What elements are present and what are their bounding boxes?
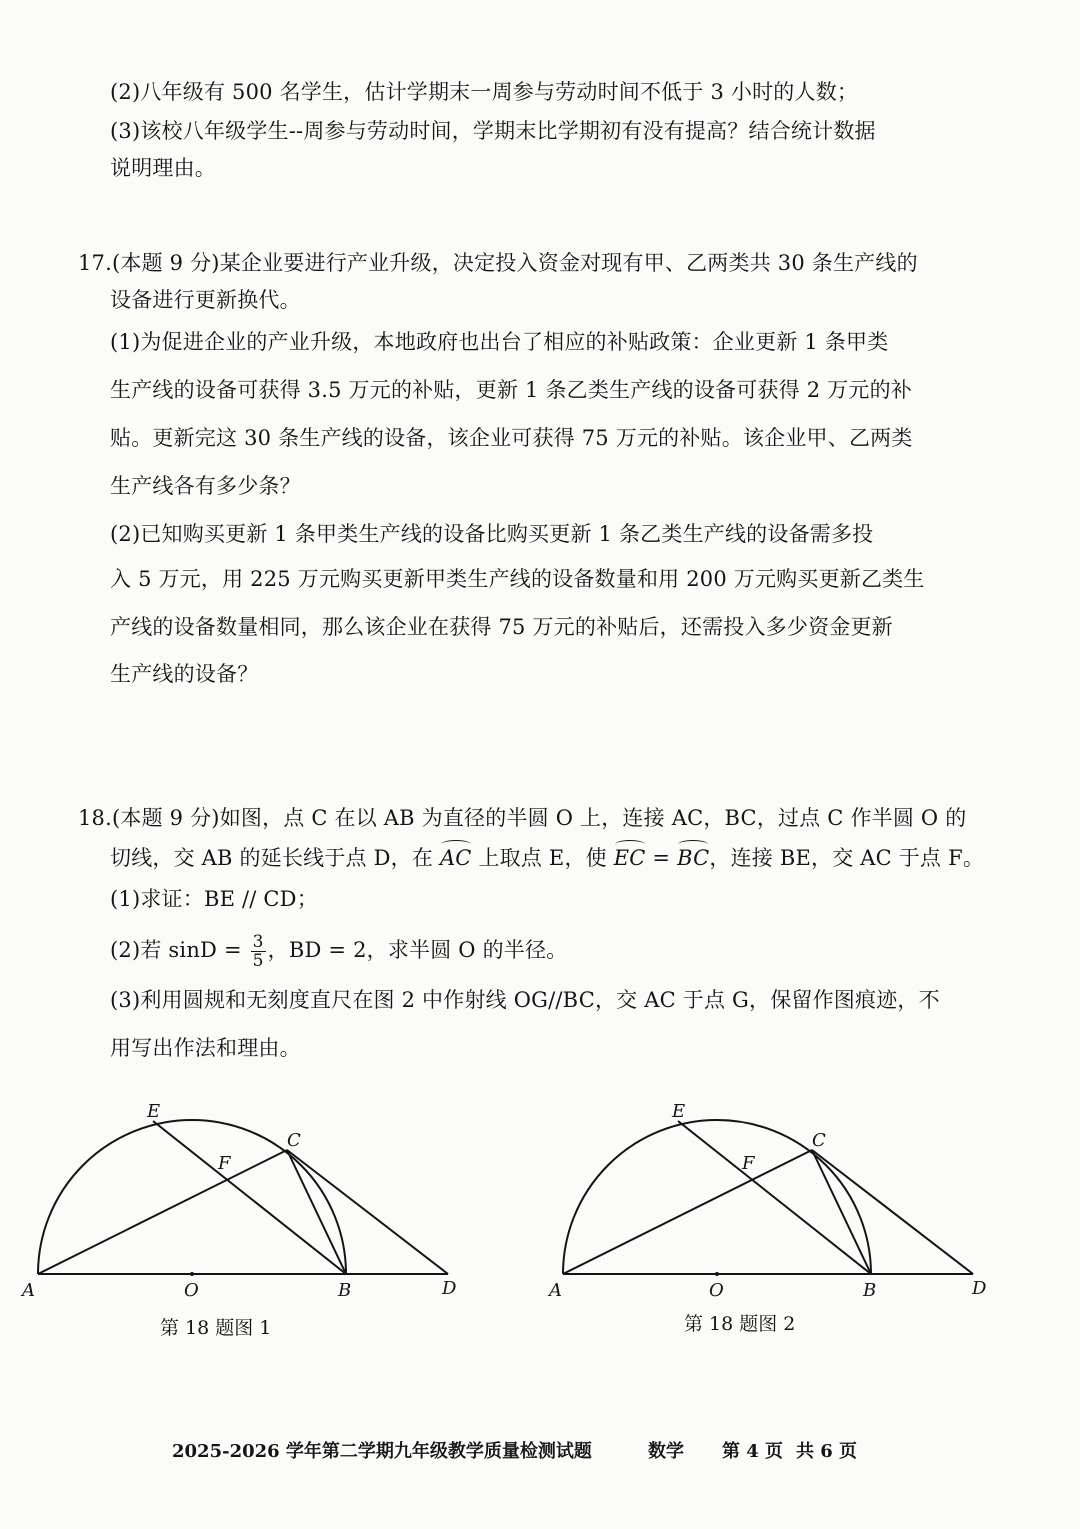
fig1-label-e: E: [147, 1101, 161, 1122]
q17-header-line2: 设备进行更新换代。: [110, 288, 301, 312]
fig2-segment-be: [678, 1121, 871, 1274]
q18-part1: (1)求证：BE // CD；: [110, 887, 318, 911]
fig2-label-a: A: [549, 1280, 562, 1301]
arc-ec: EC: [614, 843, 646, 873]
fig1-tangent-cd: [287, 1150, 448, 1274]
q17-part1-line1: (1)为促进企业的产业升级，本地政府也出台了相应的补贴政策：企业更新 1 条甲类: [110, 330, 889, 354]
q18-part3-line2: 用写出作法和理由。: [110, 1036, 301, 1060]
q17-part2-line1: (2)已知购买更新 1 条甲类生产线的设备比购买更新 1 条乙类生产线的设备需多投: [110, 522, 874, 546]
fig2-center-point: [715, 1272, 719, 1276]
arc-bc: BC: [677, 843, 709, 873]
q18-part2-b: ，BD = 2，求半圆 O 的半径。: [267, 938, 568, 962]
arc-ac: AC: [440, 843, 472, 873]
fig1-label-a: A: [22, 1280, 35, 1301]
footer-page-number: 第 4 页: [722, 1441, 784, 1462]
fig1-segment-be: [153, 1121, 346, 1274]
footer-total-pages: 共 6 页: [796, 1441, 858, 1462]
figure-1-caption: 第 18 题图 1: [160, 1317, 272, 1339]
q18-part2-a: (2)若 sinD =: [110, 938, 249, 962]
fig2-label-b: B: [863, 1280, 877, 1301]
q16-part3-line1: (3)该校八年级学生--周参与劳动时间，学期末比学期初有没有提高？结合统计数据: [110, 119, 876, 143]
q18-header-line1: 18.(本题 9 分)如图，点 C 在以 AB 为直径的半圆 O 上，连接 AC，BC，过点 C 作半圆 O 的: [78, 806, 967, 830]
fraction-numerator: 3: [252, 932, 264, 952]
q18-header-line2-a: 切线，交 AB 的延长线于点 D，在: [110, 846, 440, 870]
fig2-label-o: O: [709, 1280, 724, 1301]
q17-part1-line3: 贴。更新完这 30 条生产线的设备，该企业可获得 75 万元的补贴。该企业甲、乙两类: [110, 426, 913, 450]
q17-part2-line2: 入 5 万元，用 225 万元购买更新甲类生产线的设备数量和用 200 万元购买更新乙类生: [110, 567, 925, 591]
q17-part1-line2: 生产线的设备可获得 3.5 万元的补贴，更新 1 条乙类生产线的设备可获得 2 万元的补: [110, 378, 912, 402]
fig1-center-point: [190, 1272, 194, 1276]
fig1-segment-bc: [287, 1150, 346, 1274]
q18-part3-line1: (3)利用圆规和无刻度直尺在图 2 中作射线 OG//BC，交 AC 于点 G，保留作图痕迹，不: [110, 988, 940, 1012]
equals-sign: =: [645, 846, 678, 870]
q16-part3-line2: 说明理由。: [110, 156, 216, 180]
fig2-label-d: D: [972, 1278, 987, 1299]
fig2-label-e: E: [672, 1101, 686, 1122]
fraction-denominator: 5: [252, 951, 264, 971]
q18-header-line2-b: 上取点 E，使: [471, 846, 614, 870]
figure-2-caption: 第 18 题图 2: [684, 1313, 796, 1335]
fig1-label-c: C: [287, 1130, 301, 1151]
q17-part1-line4: 生产线各有多少条？: [110, 474, 301, 498]
fig1-label-o: O: [184, 1280, 199, 1301]
fig1-label-b: B: [338, 1280, 352, 1301]
fig1-label-d: D: [442, 1278, 457, 1299]
fig2-segment-bc: [812, 1150, 871, 1274]
footer-subject: 数学: [648, 1441, 684, 1462]
q18-header-line2-c: ，连接 BE，交 AC 于点 F。: [709, 846, 985, 870]
fig2-tangent-cd: [812, 1150, 973, 1274]
fig1-segment-ac: [38, 1150, 287, 1274]
q17-part2-line3: 产线的设备数量相同，那么该企业在获得 75 万元的补贴后，还需投入多少资金更新: [110, 615, 893, 639]
q17-part2-line4: 生产线的设备？: [110, 662, 259, 686]
fig2-label-c: C: [812, 1130, 826, 1151]
q16-part2: (2)八年级有 500 名学生，估计学期末一周参与劳动时间不低于 3 小时的人数；: [110, 80, 859, 104]
fig1-label-f: F: [218, 1153, 231, 1174]
q17-header-line1: 17.(本题 9 分)某企业要进行产业升级，决定投入资金对现有甲、乙两类共 30 条生产线的: [78, 251, 918, 275]
footer-exam-title: 2025-2026 学年第二学期九年级教学质量检测试题: [172, 1441, 592, 1462]
fig2-label-f: F: [742, 1153, 755, 1174]
fig2-segment-ac: [563, 1150, 812, 1274]
